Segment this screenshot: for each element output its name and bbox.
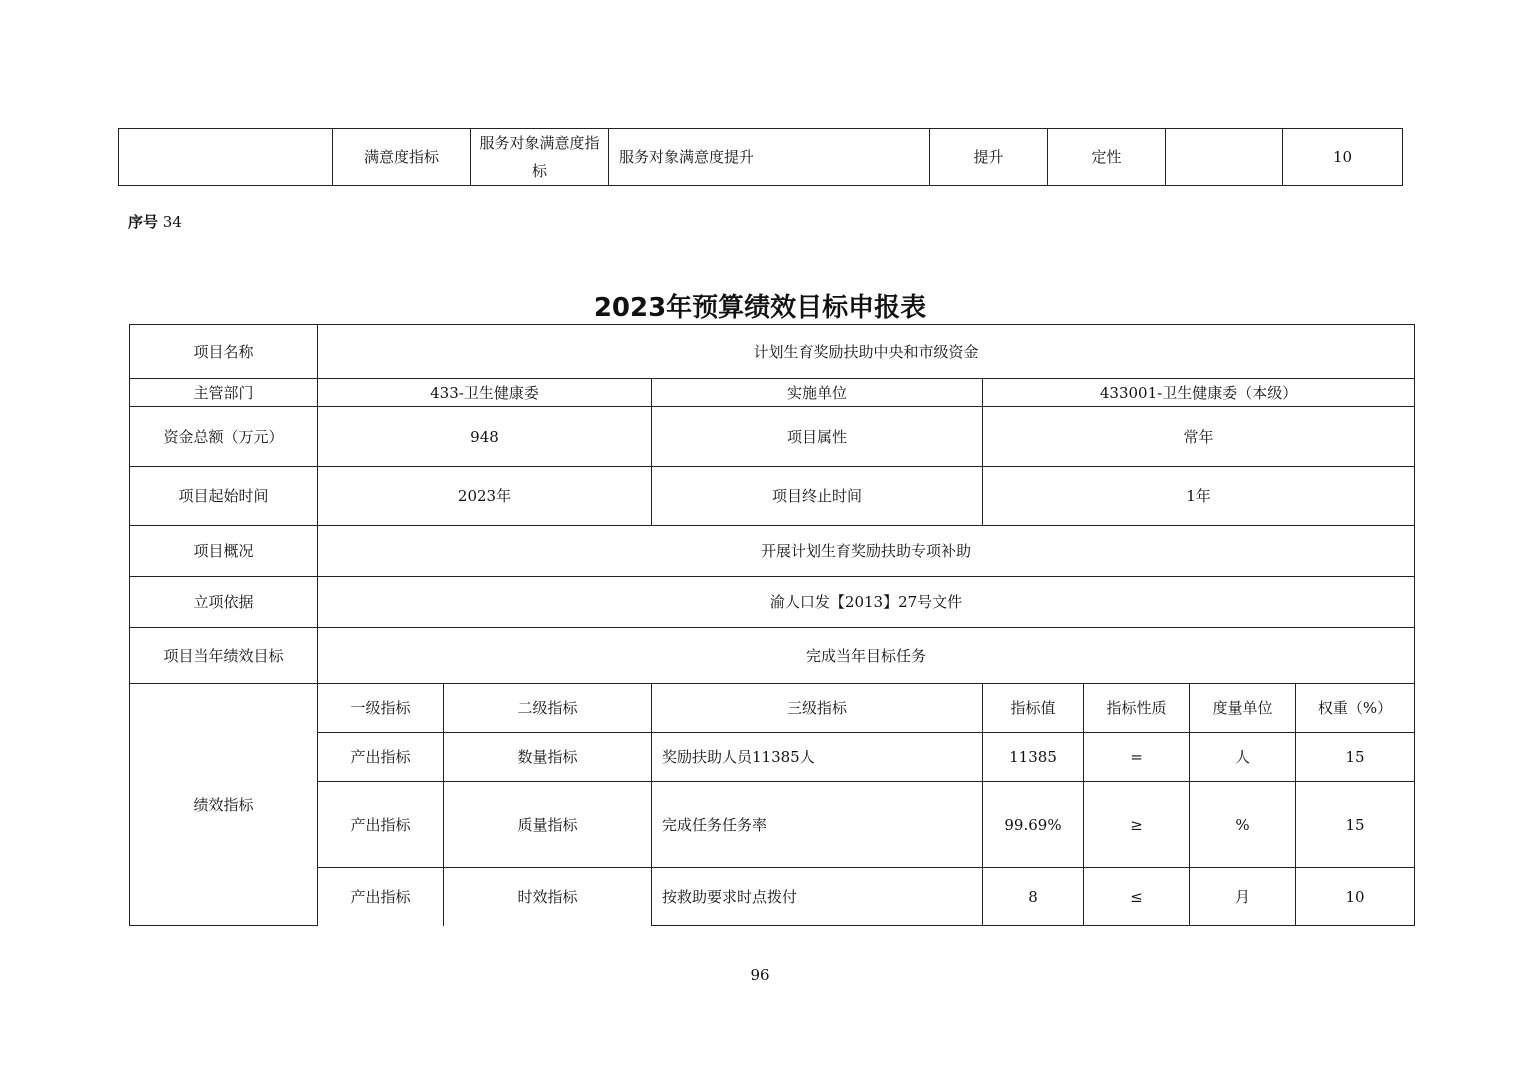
header-level3: 三级指标 — [652, 684, 983, 733]
project-name-label: 项目名称 — [130, 325, 318, 379]
table-row — [130, 526, 1415, 577]
overview-label: 项目概况 — [130, 526, 318, 577]
sequence-label: 序号 — [128, 213, 159, 231]
goal-label: 项目当年绩效目标 — [130, 628, 318, 684]
overview-value: 开展计划生育奖励扶助专项补助 — [318, 526, 1415, 577]
attr-label: 项目属性 — [652, 407, 983, 467]
table-row — [130, 379, 1415, 407]
indicator-header-row — [130, 684, 1415, 733]
cell-subcategory: 服务对象满意度指标 — [471, 129, 609, 186]
project-name-value: 计划生育奖励扶助中央和市级资金 — [318, 325, 1415, 379]
indicator-weight: 15 — [1296, 733, 1415, 782]
attr-value: 常年 — [983, 407, 1415, 467]
table-row — [130, 467, 1415, 526]
indicator-level1: 产出指标 — [318, 733, 444, 782]
impl-value: 433001-卫生健康委（本级） — [983, 379, 1415, 407]
header-nature: 指标性质 — [1084, 684, 1190, 733]
indicator-row — [130, 733, 1415, 782]
end-label: 项目终止时间 — [652, 467, 983, 526]
indicator-unit: 人 — [1190, 733, 1296, 782]
page-number: 96 — [750, 966, 770, 984]
indicator-value: 8 — [983, 868, 1084, 926]
cell-category: 满意度指标 — [333, 129, 471, 186]
indicator-row — [130, 868, 1415, 926]
indicator-value: 99.69% — [983, 782, 1084, 868]
fund-value: 948 — [318, 407, 652, 467]
table-row — [130, 407, 1415, 467]
dept-label: 主管部门 — [130, 379, 318, 407]
cell-value: 提升 — [930, 129, 1048, 186]
start-value: 2023年 — [318, 467, 652, 526]
impl-label: 实施单位 — [652, 379, 983, 407]
indicator-weight: 10 — [1296, 868, 1415, 926]
dept-value: 433-卫生健康委 — [318, 379, 652, 407]
indicator-level3: 完成任务任务率 — [652, 782, 983, 868]
cell-nature: 定性 — [1048, 129, 1166, 186]
indicator-nature: ≤ — [1084, 868, 1190, 926]
indicator-level1: 产出指标 — [318, 782, 444, 868]
indicator-level3: 奖励扶助人员11385人 — [652, 733, 983, 782]
header-weight: 权重（%） — [1296, 684, 1415, 733]
table-row — [119, 129, 1403, 186]
performance-indicators-label: 绩效指标 — [130, 684, 318, 926]
table-row — [130, 325, 1415, 379]
basis-label: 立项依据 — [130, 577, 318, 628]
indicator-nature: = — [1084, 733, 1190, 782]
indicator-weight: 15 — [1296, 782, 1415, 868]
table-row — [130, 628, 1415, 684]
indicator-unit: 月 — [1190, 868, 1296, 926]
indicator-level2: 数量指标 — [444, 733, 652, 782]
indicator-level2: 时效指标 — [444, 868, 652, 926]
cell-weight: 10 — [1283, 129, 1403, 186]
header-unit: 度量单位 — [1190, 684, 1296, 733]
cell-empty — [119, 129, 333, 186]
indicator-unit: % — [1190, 782, 1296, 868]
cell-unit — [1166, 129, 1283, 186]
basis-value: 渝人口发【2013】27号文件 — [318, 577, 1415, 628]
start-label: 项目起始时间 — [130, 467, 318, 526]
budget-performance-table — [129, 324, 1415, 926]
indicator-level2: 质量指标 — [444, 782, 652, 868]
indicator-level3: 按救助要求时点拨付 — [652, 868, 983, 926]
indicator-level1: 产出指标 — [318, 868, 444, 926]
indicator-row — [130, 782, 1415, 868]
indicator-value: 11385 — [983, 733, 1084, 782]
cell-indicator: 服务对象满意度提升 — [609, 129, 930, 186]
header-level1: 一级指标 — [318, 684, 444, 733]
sequence-number — [128, 211, 182, 232]
goal-value: 完成当年目标任务 — [318, 628, 1415, 684]
sequence-value: 34 — [162, 213, 182, 231]
header-level2: 二级指标 — [444, 684, 652, 733]
fund-label: 资金总额（万元） — [130, 407, 318, 467]
page-title: 2023年预算绩效目标申报表 — [593, 293, 927, 323]
indicator-nature: ≥ — [1084, 782, 1190, 868]
previous-table-continuation — [118, 128, 1403, 186]
end-value: 1年 — [983, 467, 1415, 526]
table-row — [130, 577, 1415, 628]
header-value: 指标值 — [983, 684, 1084, 733]
